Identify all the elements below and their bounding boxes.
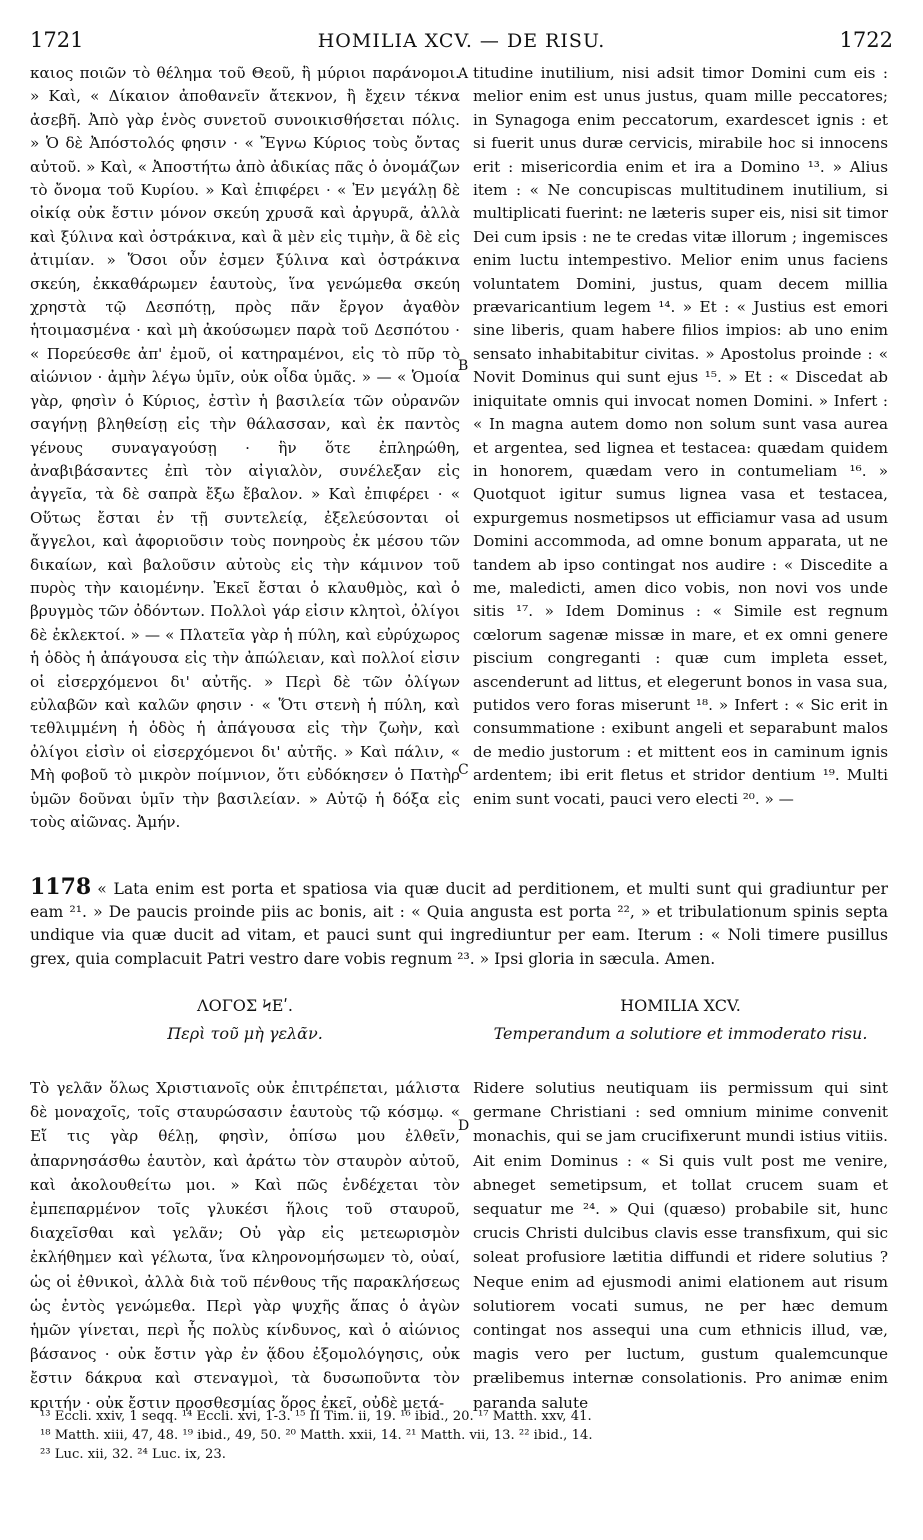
full-width-text xyxy=(30,876,888,971)
latin-section-subtitle: Temperandum a solutiore et immoderato risu. xyxy=(493,1024,868,1043)
latin-section-title: HOMILIA XCV. xyxy=(620,996,741,1015)
page-number-right: 1722 xyxy=(839,28,893,52)
greek-section-title: ΛΟΓΟΣ ϞΕʹ. xyxy=(197,996,293,1015)
footnote-line: ¹⁸ Matth. xiii, 47, 48. ¹⁹ ibid., 49, 50. ²⁰ Matth. xxii, 14. ²¹ Matth. vii, 13. ²² ibid., 14. xyxy=(40,1428,593,1443)
running-title: HOMILIA XCV. — DE RISU. xyxy=(317,30,606,52)
margin-letter-c: C xyxy=(458,762,469,778)
footnote-line: ¹³ Eccli. xxiv, 1 seqq. ¹⁴ Eccli. xvi, 1-3. ¹⁵ II Tim. ii, 19. ¹⁶ ibid., 20. ¹⁷ Matth. xxv, 41. xyxy=(40,1409,592,1424)
footnote-line: ²³ Luc. xii, 32. ²⁴ Luc. ix, 23. xyxy=(40,1447,227,1462)
margin-letter-d: D xyxy=(458,1118,470,1134)
margin-letter-b: B xyxy=(458,358,469,374)
greek-section-subtitle: Περὶ τοῦ μὴ γελᾶν. xyxy=(167,1024,323,1043)
greek-paragraph-top: καιος ποιῶν τὸ θέλημα τοῦ Θεοῦ, ἢ μύριοι παράνομοι. » Καὶ, « Δίκαιον ἀποθανεῖν ἄτεκνον, ἢ ἔχειν τέκνα ἀσεβῆ. Ἀπὸ γὰρ ἑνὸς συνετοῦ συνοικισθήσεται πόλις. » Ὁ δὲ Ἀπόστολός φησιν · « Ἔγνω Κύριος τοὺς ὄντας αὐτοῦ. » Καὶ, « Ἀποστήτω ἀπὸ ἀδικίας πᾶς ὁ ὀνομάζων τὸ ὄνομα τοῦ Κυρίου. » Καὶ ἐπιφέρει · « Ἐν μεγάλῃ δὲ οἰκίᾳ οὐκ ἔστιν μόνον σκεύη χρυσᾶ καὶ ἀργυρᾶ, ἀλλὰ καὶ ξύλινα καὶ ὀστράκινα, καὶ ἃ μὲν εἰς τιμὴν, ἃ δὲ εἰς ἀτιμίαν. » Ὅσοι οὖν ἐσμεν ξύλινα καὶ ὀστράκινα σκεύη, ἐκκαθάρωμεν ἑαυτοὺς, ἵνα γενώμεθα σκεύη χρηστὰ τῷ Δεσπότῃ, πρὸς πᾶν ἔργον ἀγαθὸν ἡτοιμασμένα · καὶ μὴ ἀκούσωμεν παρὰ τοῦ Δεσπότου · « Πορεύεσθε ἀπ' ἐμοῦ, οἱ κατηραμένοι, εἰς τὸ πῦρ τὸ αἰώνιον · ἀμὴν λέγω ὑμῖν, οὐκ οἶδα ὑμᾶς. » — « Ὁμοία γὰρ, φησὶν ὁ Κύριος, ἐστὶν ἡ βασιλεία τῶν οὐρανῶν σαγήνῃ βληθείσῃ εἰς τὴν θάλασσαν, καὶ ἐκ παντὸς γένους συναγαγούσῃ · ἣν ὅτε ἐπληρώθη, ἀναβιβάσαντες ἐπὶ τὸν αἰγιαλὸν, συνέλεξαν εἰς ἀγγεῖα, τὰ δὲ σαπρὰ ἔξω ἔβαλον. » Καὶ ἐπιφέρει · « Οὕτως ἔσται ἐν τῇ συντελείᾳ, ἐξελεύσονται οἱ ἄγγελοι, καὶ ἀφοριοῦσιν τοὺς πονηροὺς ἐκ μέσου τῶν δικαίων, καὶ βαλοῦσιν αὐτοὺς εἰς τὴν κάμινον τοῦ πυρὸς τὴν καιομένην. Ἐκεῖ ἔσται ὁ κλαυθμὸς, καὶ ὁ βρυγμὸς τῶν ὀδόντων. Πολλοὶ γάρ εἰσιν κλητοὶ, ὀλίγοι δὲ ἐκλεκτοί. » — « Πλατεῖα γὰρ ἡ πύλη, καὶ εὐρύχωρος ἡ ὁδὸς ἡ ἀπάγουσα εἰς τὴν ἀπώλειαν, καὶ πολλοί εἰσιν οἱ εἰσερχόμενοι δι' αὐτῆς. » Περὶ δὲ τῶν ὀλίγων εὐλαβῶν καὶ καλῶν φησιν · « Ὅτι στενὴ ἡ πύλη, καὶ τεθλιμμένη ἡ ὁδὸς ἡ ἀπάγουσα εἰς τὴν ζωὴν, καὶ ὀλίγοι εἰσὶν οἱ εἰσερχόμενοι δι' αὐτῆς. » Καὶ πάλιν, « Μὴ φοβοῦ τὸ μικρὸν ποίμνιον, ὅτι εὐδόκησεν ὁ Πατὴρ ὑμῶν δοῦναι ὑμῖν τὴν βασιλείαν. » Αὐτῷ ἡ δόξα εἰς τοὺς αἰῶνας. Ἀμήν. xyxy=(30,64,460,831)
latin-column-bottom xyxy=(473,1076,888,1415)
page-number-left: 1721 xyxy=(30,28,84,52)
full-width-body: « Lata enim est porta et spatiosa via quæ ducit ad perditionem, et multi sunt qui gradiuntur per eam ²¹. » De paucis proinde piis ac bonis, ait : « Quia angusta est porta ²², » et tribulationum spinis septa undique via quæ ducit ad vitam, et pauci sunt qui ingrediuntur per eam. Iterum : « Noli timere pusillus grex, quia complacuit Patri vestro dare vobis regnum ²³. » Ipsi gloria in sæcula. Amen. xyxy=(30,880,888,968)
latin-paragraph-top: titudine inutilium, nisi adsit timor Domini cum eis : melior enim est unus justus, quam mille peccatores; in Synagoga enim peccatorum, exardescet ignis : et si fuerit unus duræ cervicis, mirabile hoc si innocens erit : misericordia enim et ira a Domino ¹³. » Alius item : « Ne concupiscas multitudinem inutilium, si multiplicati fuerint: ne læteris super eis, nisi sit timor Dei cum ipsis : ne te credas vitæ illorum ; ingemisces enim luctu intempestivo. Melior enim unus faciens voluntatem Domini, justus, quam decem millia prævaricantium legem ¹⁴. » Et : « Justius est emori sine liberis, quam habere filios impios: ab uno enim sensato inhabitabitur civitas. » Apostolus proinde : « Novit Dominus qui sunt ejus ¹⁵. » Et : « Discedat ab iniquitate omnis qui invocat nomen Domini. » Infert : « In magna autem domo non solum sunt vasa aurea et argentea, sed lignea et testacea: quædam quidem in honorem, quædam vero in contumeliam ¹⁶. » Quotquot igitur sumus lignea vasa et testacea, expurgemus nosmetipsos ut efficiamur vasa ad usum Domini accommoda, ad omne bonum apparata, ut ne tandem ab ipso contingat nos audire : « Discedite a me, maledicti, amen dico vobis, non novi vos unde sitis ¹⁷. » Idem Dominus : « Simile est regnum cœlorum sagenæ missæ in mare, et ex omni genere piscium congreganti : quæ cum impleta esset, ascenderunt ad littus, et elegerunt bonos in vasa sua, putidos vero foras miserunt ¹⁸. » Infert : « Sic erit in consummatione : exibunt angeli et separabunt malos de medio justorum : et mittent eos in caminum ignis ardentem; ibi erit fletus et stridor dentium ¹⁹. Multi enim sunt vocati, pauci vero electi ²⁰. » — xyxy=(473,64,888,808)
page-header xyxy=(30,28,893,58)
greek-column-bottom xyxy=(30,1076,460,1415)
full-width-paragraph xyxy=(30,876,888,971)
greek-column-top xyxy=(30,62,460,834)
footnotes xyxy=(40,1407,890,1464)
margin-letter-a: A xyxy=(458,66,469,82)
latin-column-top xyxy=(473,62,888,811)
greek-paragraph-bottom: Τὸ γελᾶν ὅλως Χριστιανοῖς οὐκ ἐπιτρέπεται, μάλιστα δὲ μοναχοῖς, τοῖς σταυρώσασιν ἑαυτοὺς τῷ κόσμῳ. « Εἴ τις γὰρ θέλῃ, φησὶν, ὀπίσω μου ἐλθεῖν, ἀπαρνησάσθω ἑαυτὸν, καὶ ἀράτω τὸν σταυρὸν αὐτοῦ, καὶ ἀκολουθείτω μοι. » Καὶ πῶς ἐνδέχεται τὸν ἐμπεπαρμένον τοῖς γλυκέσι ἥλοις τοῦ σταυροῦ, διαχεῖσθαι καὶ γελᾶν; Οὐ γὰρ εἰς μετεωρισμὸν ἐκλήθημεν καὶ γέλωτα, ἵνα κληρονομήσωμεν τὸ, οὐαί, ὡς οἱ ἐθνικοὶ, ἀλλὰ διὰ τοῦ πένθους τῆς παρακλήσεως ὡς ἐντὸς γενώμεθα. Περὶ γὰρ ψυχῆς ἅπας ὁ ἀγὼν ἡμῶν γίνεται, περὶ ἧς πολὺς κίνδυνος, καὶ ὁ αἰώνιος βάσανος · οὐκ ἔστιν γὰρ ἐν ᾅδου ἐξομολόγησις, οὐκ ἔστιν δάκρυα καὶ στεναγμοὶ, τὰ δυσωποῦντα τὸν κριτήν · οὐκ ἔστιν προσθεσμίας ὅρος ἐκεῖ, οὐδὲ μετά- xyxy=(30,1079,460,1412)
latin-paragraph-bottom: Ridere solutius neutiquam iis permissum qui sint germane Christiani : sed omnium minime convenit monachis, qui se jam crucifixerunt mundi istius vitiis. Ait enim Dominus : « Si quis vult post me venire, abneget semetipsum, et tollat crucem suam et sequatur me ²⁴. » Qui (quæso) probabile sit, hunc crucis Christi dulcibus clavis esse transfixum, qui sic soleat profusiore lætitia diffundi et ridere solutius ? Neque enim ad ejusmodi animi elationem aut risum solutiorem vocati sumus, ne per hæc demum contingat nos assequi una cum ethnicis illud, væ, magis vero per luctum, gustum qualemcunque prælibemus internæ consolationis. Pro animæ enim paranda salute xyxy=(473,1079,888,1412)
column-number: 1178 xyxy=(30,874,92,900)
